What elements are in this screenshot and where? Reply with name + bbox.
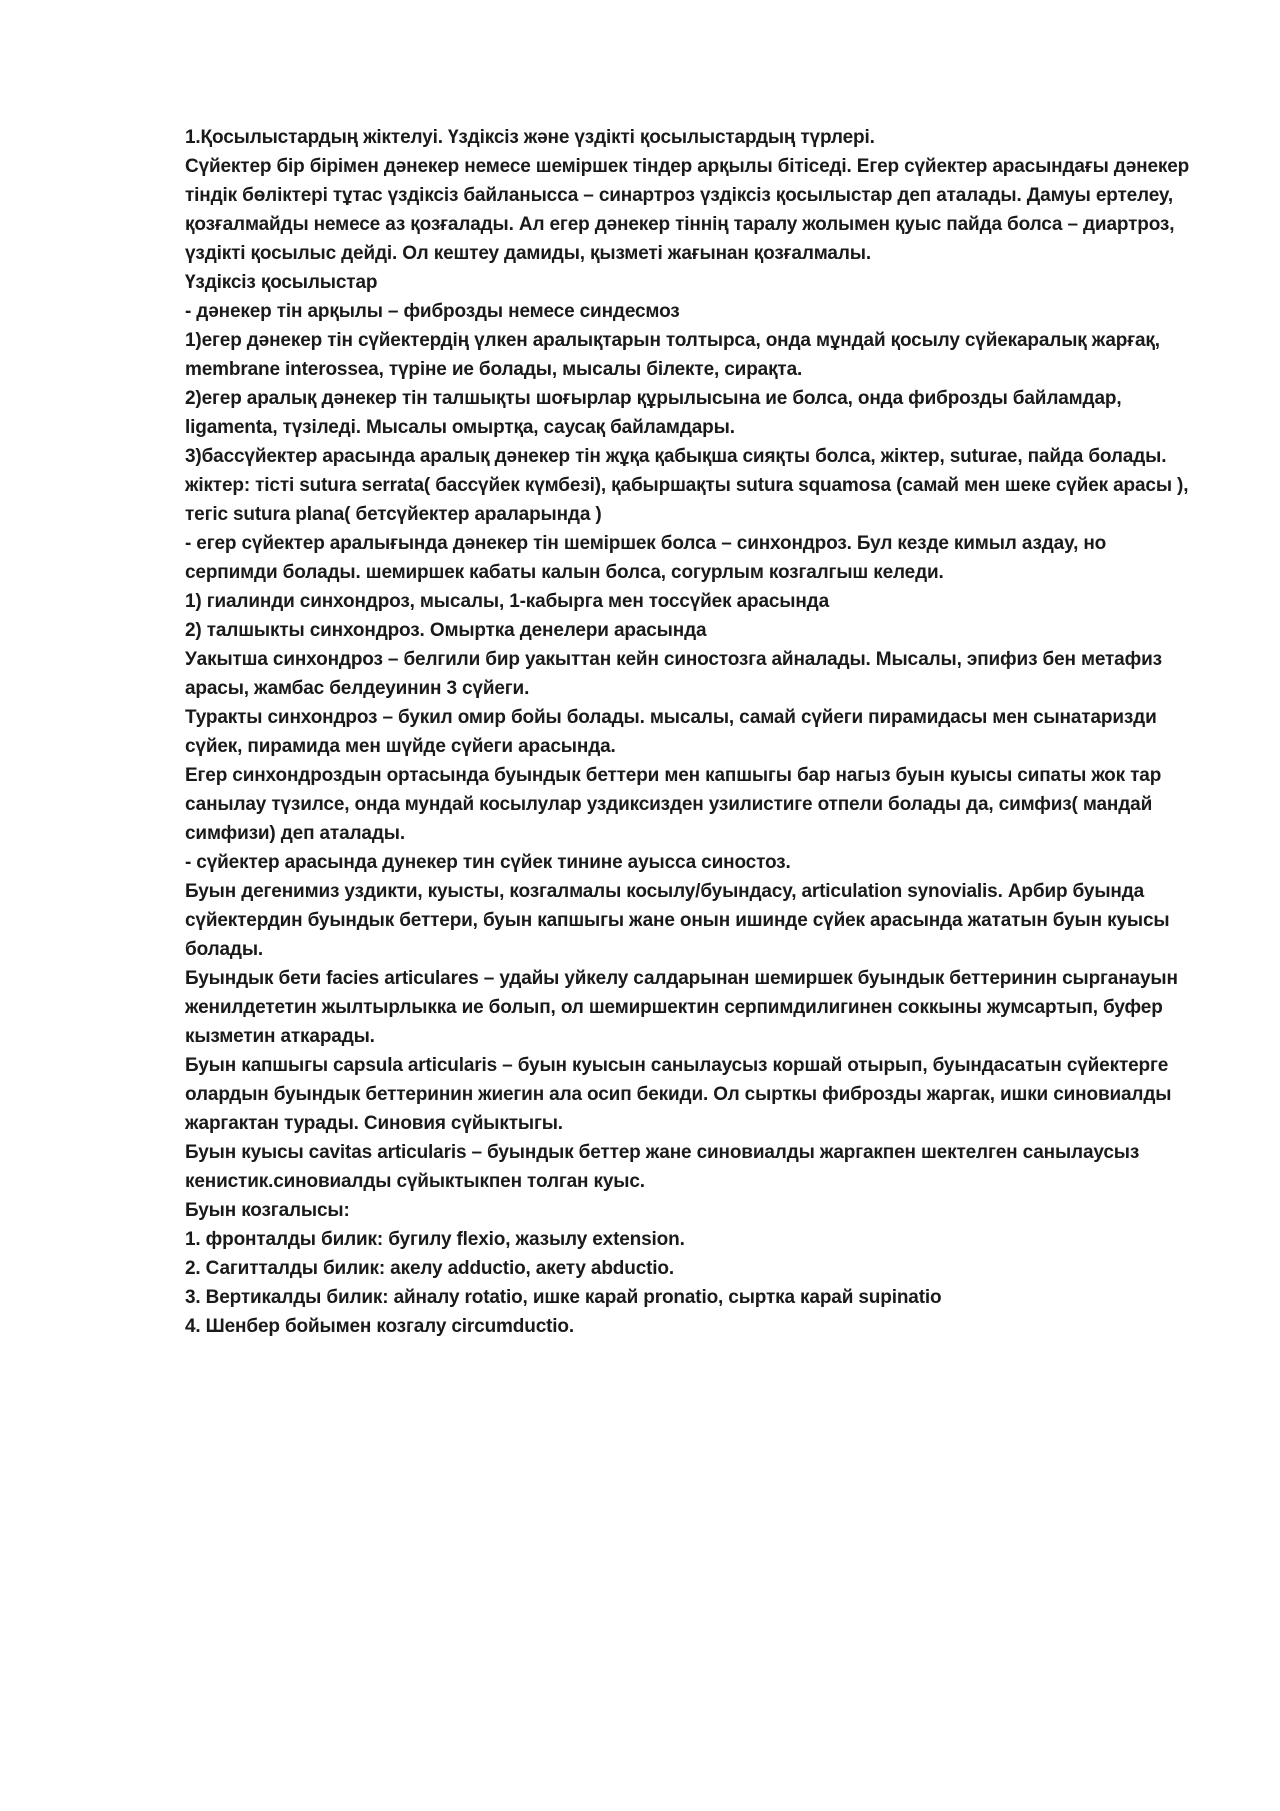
list-item-fibrocartilage: 2) талшыкты синхондроз. Омыртка денелери арасында [185, 620, 707, 641]
list-item-sutures: 3)бассүйектер арасында аралық дәнекер тін жұқа қабықша сияқты болса, жіктер, suturae, пайда болады. жіктер: тісті sutura serrata( бассүйек күмбезі), қабыршақты sutura squamosa (самай мен шеке сүйек арасы ), тегіс sutura plana( бетсүйектер араларында ) [185, 446, 1189, 525]
paragraph-symphysis: Егер синхондроздын ортасында буындык беттери мен капшыгы бар нагыз буын куысы сипаты жок тар санылау түзилсе, онда мундай косылулар уздиксизден узилистиге отпели болады да, симфиз( мандай симфизи) деп аталады. [185, 765, 1162, 844]
list-item-sagittal-axis: 2. Сагитталды билик: акелу adductio, акету abductio. [185, 1258, 675, 1279]
paragraph-joint-capsule: Буын капшыгы capsula articularis – буын куысын санылаусыз коршай отырып, буындасатын сүйектерге олардын буындык беттеринин жиегин ала осип бекиди. Ол сырткы фиброзды жаргак, ишки синовиалды жаргактан турады. Синовия сүйыктыгы. [185, 1055, 1172, 1134]
subheading-joint-movements: Буын козгалысы: [185, 1200, 350, 1221]
document-body [185, 123, 1195, 1341]
list-item-fibrous: - дәнекер тін арқылы – фиброзды немесе синдесмоз [185, 301, 680, 322]
list-item-vertical-axis: 3. Вертикалды билик: айналу rotatio, ишке карай pronatio, сыртка карай supinatio [185, 1287, 942, 1308]
paragraph-articular-surface: Буындык бети facies articulares – удайы уйкелу салдарынан шемиршек буындык беттеринин сырганауын женилдететин жылтырлыкка ие болып, ол шемиршектин серпимдилигинен соккыны жумсартып, буфер кызметин аткарады. [185, 968, 1178, 1047]
list-item-membrane: 1)егер дәнекер тін сүйектердің үлкен аралықтарын толтырса, онда мұндай қосылу сүйекаралық жарғақ, membrane interossea, түріне ие болады, мысалы білекте, сирақта. [185, 330, 1160, 380]
list-item-frontal-axis: 1. фронталды билик: бугилу flexio, жазылу extension. [185, 1229, 685, 1250]
subheading-continuous-joints: Үздіксіз қосылыстар [185, 272, 378, 293]
list-item-circumduction: 4. Шенбер бойымен козгалу circumductio. [185, 1316, 575, 1337]
list-item-ligaments: 2)егер аралық дәнекер тін талшықты шоғырлар құрылысына ие болса, онда фиброзды байламдар, ligamenta, түзіледі. Мысалы омыртқа, саусақ байламдары. [185, 388, 1122, 438]
list-item-synchondrosis: - егер сүйектер аралығында дәнекер тін шеміршек болса – синхондроз. Бул кезде кимыл аздау, но серпимди болады. шемиршек кабаты калын болса, согурлым козгалгыш келеди. [185, 533, 1107, 583]
paragraph-temporary-synchondrosis: Уакытша синхондроз – белгили бир уакыттан кейн синостозга айналады. Мысалы, эпифиз бен метафиз арасы, жамбас белдеуинин 3 сүйеги. [185, 649, 1162, 699]
paragraph-permanent-synchondrosis: Туракты синхондроз – букил омир бойы болады. мысалы, самай сүйеги пирамидасы мен сынатаризди сүйек, пирамида мен шүйде сүйеги арасында. [185, 707, 1157, 757]
list-item-synostosis: - сүйектер арасында дунекер тин сүйек тинине ауысса синостоз. [185, 852, 791, 873]
heading-joint-classification: 1.Қосылыстардың жіктелуі. Үздіксіз және үздікті қосылыстардың түрлері. [185, 127, 875, 148]
paragraph-intro: Сүйектер бір бірімен дәнекер немесе шеміршек тіндер арқылы бітіседі. Егер сүйектер арасындағы дәнекер тіндік бөліктері тұтас үздіксіз байланысса – синартроз үздіксіз қосылыстар деп аталады. Дамуы ертелеу, қозғалмайды немесе аз қозғалады. Ал егер дәнекер тіннің таралу жолымен қуыс пайда болса – диартроз, үздікті қосылыс дейді. Ол кештеу дамиды, қызметі жағынан қозғалмалы. [185, 156, 1190, 264]
paragraph-joint-cavity: Буын куысы cavitas articularis – буындык беттер жане синовиалды жаргакпен шектелген санылаусыз кенистик.синовиалды сүйыктыкпен толган куыс. [185, 1142, 1140, 1192]
paragraph-synovial-joint: Буын дегенимиз уздикти, куысты, козгалмалы косылу/буындасу, articulation synovialis. Арбир буында сүйектердин буындык беттери, буын капшыгы жане онын ишинде сүйек арасында жататын буын куысы болады. [185, 881, 1170, 960]
list-item-hyaline: 1) гиалинди синхондроз, мысалы, 1-кабырга мен тоссүйек арасында [185, 591, 830, 612]
